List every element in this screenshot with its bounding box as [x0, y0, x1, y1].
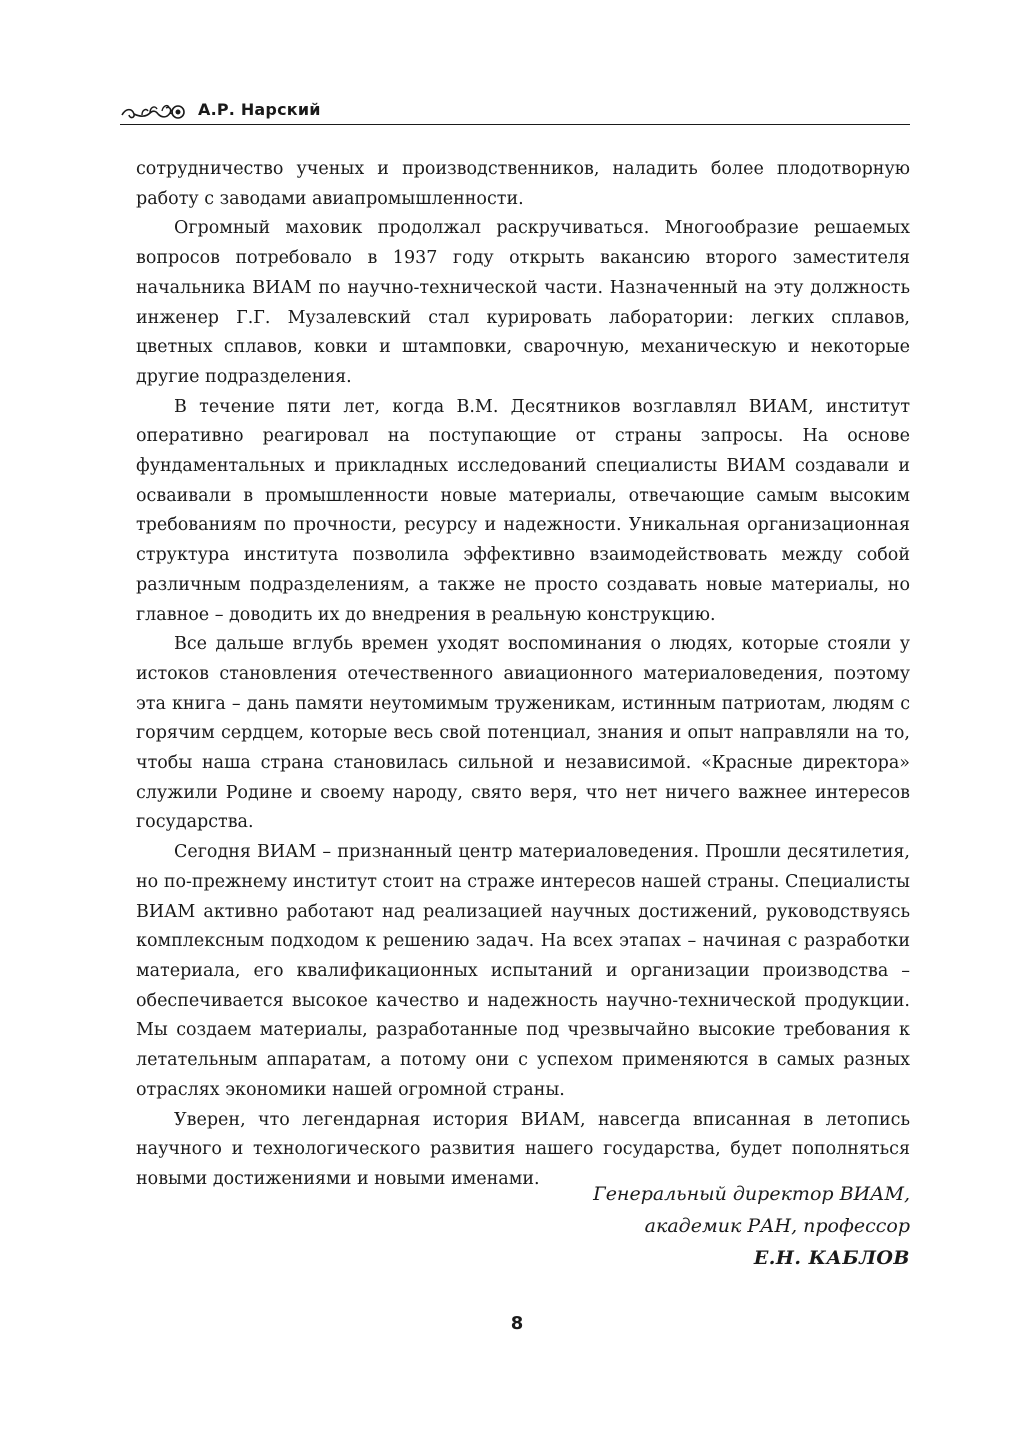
paragraph: Сегодня ВИАМ – признанный центр материаловедения. Прошли десятилетия, но по-прежнему институт стоит на страже интересов нашей страны. Специалисты ВИАМ активно работают над реализацией научных достижений, руководствуясь комплексным подходом к решению задач. На всех этапах – начиная с разработки материала, его квалификационных испытаний и организации производства – обеспечивается высокое качество и надежность научно-технической продукции. Мы создаем материалы, разработанные под чрезвычайно высокие требования к летательным аппаратам, а потому они с успехом применяются в самых разных отраслях экономики нашей огромной страны. — [136, 842, 910, 1100]
floral-ornament-icon — [120, 102, 186, 122]
signature-titles: академик РАН, профессор — [644, 1215, 910, 1237]
paragraph: Уверен, что легендарная история ВИАМ, навсегда вписанная в летопись научного и технологического развития нашего государства, будет пополняться новыми достижениями и новыми именами. — [136, 1109, 910, 1189]
body-text — [136, 155, 910, 1195]
page-number: 8 — [510, 1313, 524, 1334]
paragraph: Огромный маховик продолжал раскручиваться. Многообразие решаемых вопросов потребовало в 1937 году открыть вакансию второго заместителя начальника ВИАМ по научно-технической части. Назначенный на эту должность инженер Г.Г. Музалевский стал курировать лаборатории: легких сплавов, цветных сплавов, ковки и штамповки, сварочную, механическую и некоторые другие подразделения. — [136, 218, 910, 387]
signature-name: Е.Н. КАБЛОВ — [753, 1247, 910, 1269]
running-header — [120, 98, 910, 125]
paragraph: В течение пяти лет, когда В.М. Десятников возглавлял ВИАМ, институт оперативно реагировал на поступающие от страны запросы. На основе фундаментальных и прикладных исследований специалисты ВИАМ создавали и осваивали в промышленности новые материалы, отвечающие самым высоким требованиям по прочности, ресурсу и надежности. Уникальная организационная структура института позволила эффективно взаимодействовать между собой различным подразделениям, а также не просто создавать новые материалы, но главное – доводить их до внедрения в реальную конструкцию. — [136, 396, 910, 625]
signature-position: Генеральный директор ВИАМ, — [593, 1183, 910, 1205]
paragraph: сотрудничество ученых и производственников, наладить более плодотворную работу с заводами авиапромышленности. — [136, 159, 910, 209]
signature-block — [500, 1178, 910, 1274]
paragraph: Все дальше вглубь времен уходят воспоминания о людях, которые стояли у истоков становления отечественного авиационного материаловедения, поэтому эта книга – дань памяти неутомимым труженикам, истинным патриотам, людям с горячим сердцем, которые весь свой потенциал, знания и опыт направляли на то, чтобы наша страна становилась сильной и независимой. «Красные директора» служили Родине и своему народу, свято веря, что нет ничего важнее интересов государства. — [136, 634, 910, 833]
header-author: А.Р. Нарский — [198, 100, 321, 119]
